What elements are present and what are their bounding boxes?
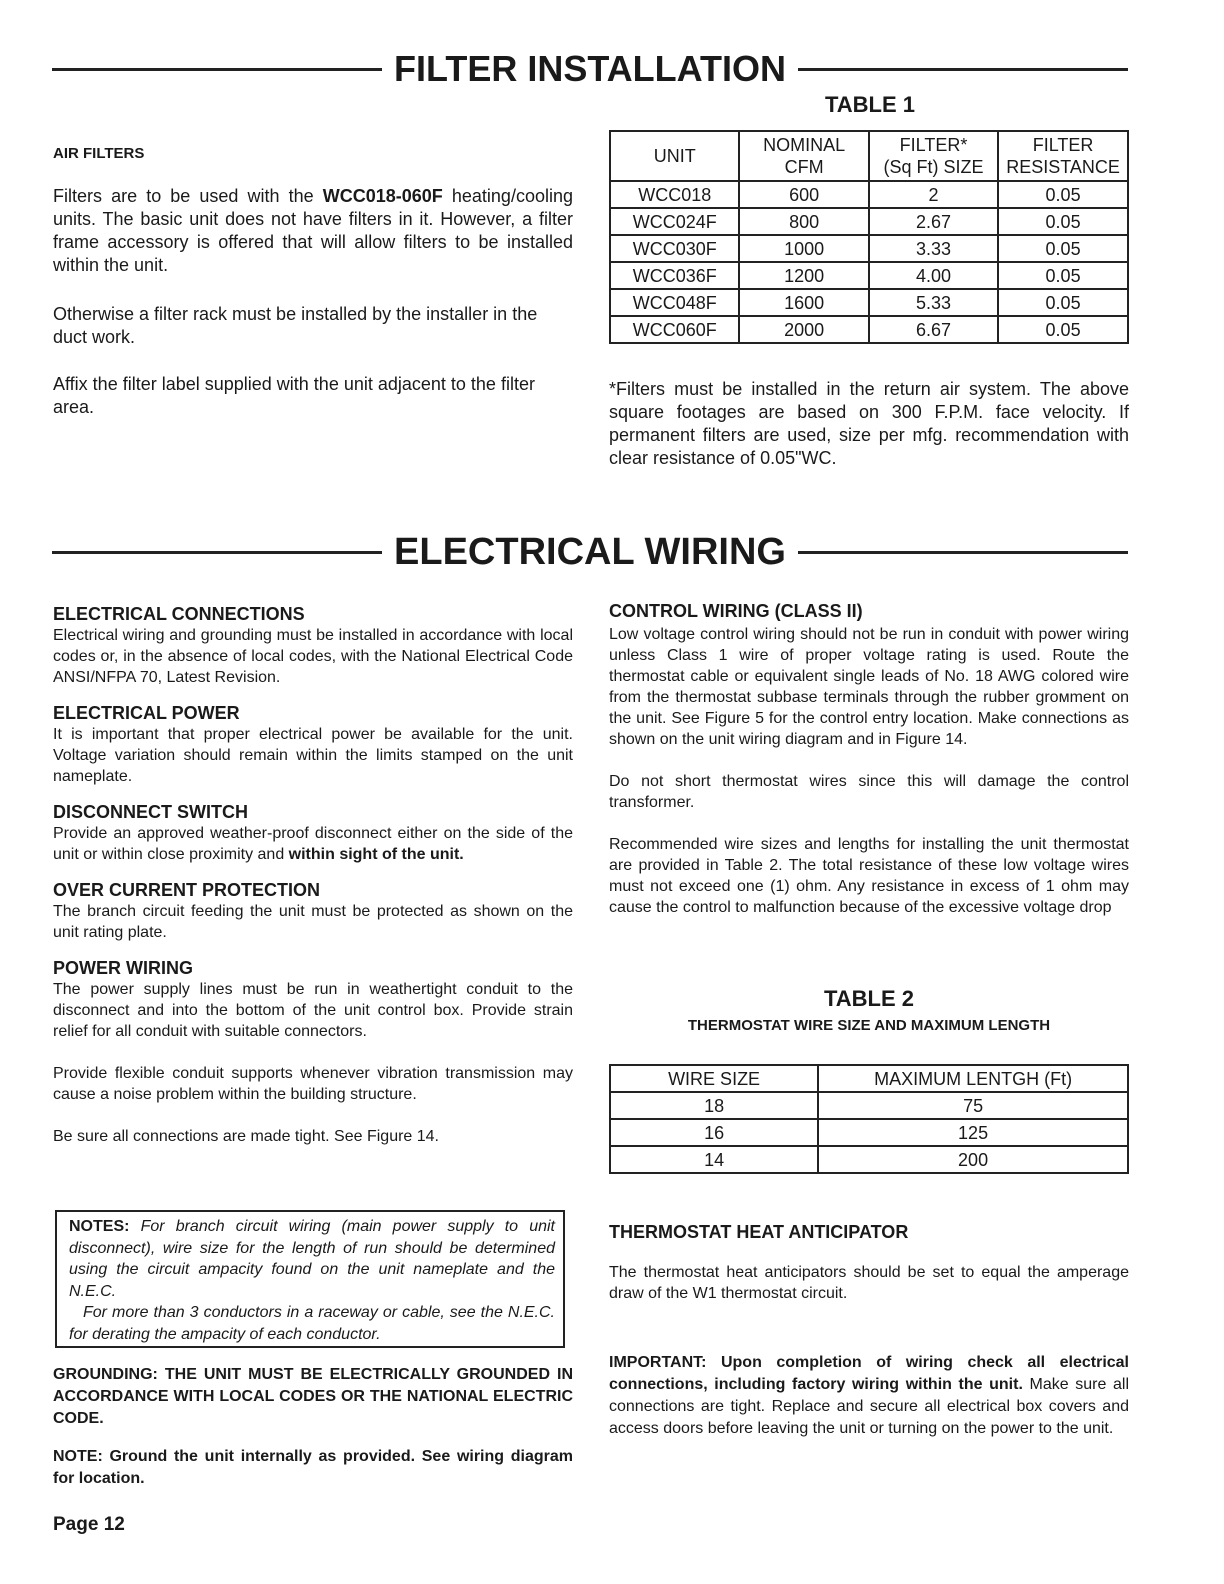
table-cell: 0.05 <box>998 262 1128 289</box>
disconnect-switch-text <box>53 823 573 865</box>
table-cell: 0.05 <box>998 289 1128 316</box>
table1-header-row <box>610 131 1128 181</box>
filter-left-column <box>53 145 573 419</box>
ground-note: NOTE: Ground the unit internally as provided. See wiring diagram for location. <box>53 1448 573 1487</box>
heat-anticipator-text: The thermostat heat anticipators should be set to equal the amperage draw of the W1 thermostat circuit. <box>609 1264 1129 1302</box>
table-cell: WCC060F <box>610 316 739 343</box>
page-number: Page 12 <box>53 1514 125 1535</box>
table-cell: WCC048F <box>610 289 739 316</box>
grounding-text: GROUNDING: THE UNIT MUST BE ELECTRICALLY GROUNDED IN ACCORDANCE WITH LOCAL CODES OR THE NATIONAL ELECTRIC CODE. <box>53 1366 573 1427</box>
table-cell: 18 <box>610 1092 818 1119</box>
table-row <box>610 235 1128 262</box>
table-cell: 2 <box>869 181 998 208</box>
table-header-cell: MAXIMUM LENTGH (Ft) <box>818 1065 1128 1092</box>
header-line: NOMINAL <box>763 135 846 155</box>
notes-box <box>55 1210 565 1348</box>
table-cell: 6.67 <box>869 316 998 343</box>
control-wiring-text-3: Recommended wire sizes and lengths for installing the unit thermostat are provided in Table 2. The total resistance of these low voltage wires must not exceed one (1) ohm. Any resistance in excess of 1 ohm may cause the control to malfunction because of the excessive voltage drop <box>609 836 1129 916</box>
table-cell: 3.33 <box>869 235 998 262</box>
table-row <box>610 208 1128 235</box>
table1-header-cell <box>610 131 739 181</box>
important-bold: IMPORTANT: Upon completion of wiring check all electrical connections, including factory wiring within the unit. <box>609 1354 1129 1393</box>
table-cell: 0.05 <box>998 235 1128 262</box>
notes-text-1: For branch circuit wiring (main power supply to unit disconnect), wire size for the length of run should be determined using the circuit ampacity found on the unit nameplate and the N.E.C. <box>69 1218 555 1300</box>
heat-anticipator-heading: THERMOSTAT HEAT ANTICIPATOR <box>609 1222 909 1242</box>
table-cell: 75 <box>818 1092 1128 1119</box>
filter-footnote: *Filters must be installed in the return air system. The above square footages are based on 300 F.P.M. face velocity. If permanent filters are used, size per mfg. recommendation with clear resistance of 0.05"WC. <box>609 379 1129 468</box>
power-wiring-text-3: Be sure all connections are made tight. See Figure 14. <box>53 1128 439 1145</box>
table1-header-cell <box>739 131 868 181</box>
power-wiring-text-1: The power supply lines must be run in weathertight conduit to the disconnect and into the bottom of the unit control box. Provide strain relief for all conduit with suitable connectors. <box>53 981 573 1040</box>
table-cell: 1600 <box>739 289 868 316</box>
table-cell: 2.67 <box>869 208 998 235</box>
table-row <box>610 316 1128 343</box>
filter-title-text: FILTER INSTALLATION <box>394 48 786 89</box>
table-cell: 800 <box>739 208 868 235</box>
important-rest: Make sure all connections are tight. Replace and secure all electrical box covers and access doors before leaving the unit or turning on the power to the unit. <box>609 1376 1130 1437</box>
table-cell: 125 <box>818 1119 1128 1146</box>
header-line: CFM <box>784 157 824 177</box>
filter-para-1-pre: Filters are to be used with the <box>53 186 323 206</box>
anticipator-block <box>609 1221 1129 1304</box>
table-cell: 5.33 <box>869 289 998 316</box>
electrical-power-text: It is important that proper electrical power be available for the unit. Voltage variation should remain within the limits stamped on the unit nameplate. <box>53 726 573 785</box>
table-cell: 1200 <box>739 262 868 289</box>
grounding-block <box>53 1364 573 1490</box>
table-cell: 600 <box>739 181 868 208</box>
table-cell: 0.05 <box>998 181 1128 208</box>
notes-paragraph-2: For more than 3 conductors in a raceway or cable, see the N.E.C. for derating the ampacity of each conductor. <box>69 1304 555 1343</box>
table-row <box>610 1146 1128 1173</box>
electrical-connections-heading: ELECTRICAL CONNECTIONS <box>53 604 305 624</box>
table1 <box>609 130 1129 344</box>
table2-title: TABLE 2 <box>823 986 915 1011</box>
control-wiring-heading: CONTROL WIRING (CLASS II) <box>609 601 863 621</box>
title-rule-right <box>798 551 1128 554</box>
table-cell: 4.00 <box>869 262 998 289</box>
table-cell: 14 <box>610 1146 818 1173</box>
table-row <box>610 1092 1128 1119</box>
power-wiring-heading: POWER WIRING <box>53 958 193 978</box>
table-cell: 16 <box>610 1119 818 1146</box>
title-rule-right <box>798 68 1128 71</box>
electrical-wiring-title <box>52 528 1128 576</box>
control-wiring-text-2: Do not short thermostat wires since this will damage the control transformer. <box>609 773 1129 811</box>
table2-header-row <box>610 1065 1128 1092</box>
disconnect-switch-heading: DISCONNECT SWITCH <box>53 802 248 822</box>
title-rule-left <box>52 551 382 554</box>
electrical-left-column <box>53 603 573 1147</box>
power-wiring-text-2: Provide flexible conduit supports whenever vibration transmission may cause a noise problem within the building structure. <box>53 1065 573 1103</box>
control-wiring-text-1: Low voltage control wiring should not be run in conduit with power wiring unless Class 1 wire of proper voltage rating is used. Route the thermostat cable or equivalent single leads of No. 18 AWG colored wire from the thermostat subbase terminals through the rubber grомment on the unit. See Figure 5 for the control entry location. Make connections as shown on the unit wiring diagram and in Figure 14. <box>609 626 1129 748</box>
table-row <box>610 289 1128 316</box>
table1-header-cell <box>869 131 998 181</box>
table-cell: 0.05 <box>998 208 1128 235</box>
table2-subtitle: THERMOSTAT WIRE SIZE AND MAXIMUM LENGTH <box>687 1017 1051 1034</box>
header-line: FILTER* <box>899 135 968 155</box>
electrical-power-heading: ELECTRICAL POWER <box>53 703 240 723</box>
filter-para-1 <box>53 185 573 277</box>
notes-paragraph-1 <box>69 1216 555 1302</box>
table-cell: 200 <box>818 1146 1128 1173</box>
notes-label: NOTES: <box>69 1218 130 1235</box>
header-line: UNIT <box>653 146 696 166</box>
filter-para-2: Otherwise a filter rack must be installed by the installer in the duct work. <box>53 304 538 347</box>
header-line: (Sq Ft) SIZE <box>883 157 984 177</box>
table-cell: 2000 <box>739 316 868 343</box>
important-text <box>609 1352 1129 1440</box>
table-row <box>610 181 1128 208</box>
table-cell: 0.05 <box>998 316 1128 343</box>
filter-installation-title <box>52 46 1128 92</box>
over-current-text: The branch circuit feeding the unit must be protected as shown on the unit rating plate. <box>53 903 573 941</box>
table-row <box>610 1119 1128 1146</box>
electrical-right-column <box>609 600 1129 918</box>
header-line: RESISTANCE <box>1006 157 1120 177</box>
table-row <box>610 262 1128 289</box>
disconnect-text-bold: within sight of the unit. <box>288 846 464 863</box>
electrical-connections-text: Electrical wiring and grounding must be installed in accordance with local codes or, in the absence of local codes, with the National Electrical Code ANSI/NFPA 70, Latest Revision. <box>53 627 573 686</box>
table1-header-cell <box>998 131 1128 181</box>
table-header-cell: WIRE SIZE <box>610 1065 818 1092</box>
over-current-heading: OVER CURRENT PROTECTION <box>53 880 321 900</box>
air-filters-heading: AIR FILTERS <box>53 145 145 162</box>
table-cell: WCC030F <box>610 235 739 262</box>
disconnect-text-pre: Provide an approved weather-proof disconnect either on the side of the unit or within close proximity and <box>53 825 573 863</box>
table2 <box>609 1064 1129 1174</box>
title-rule-left <box>52 68 382 71</box>
important-block <box>609 1352 1129 1440</box>
table-cell: 1000 <box>739 235 868 262</box>
filter-para-3: Affix the filter label supplied with the unit adjacent to the filter area. <box>53 374 535 417</box>
table-cell: WCC024F <box>610 208 739 235</box>
table1-title: TABLE 1 <box>824 92 916 117</box>
table-cell: WCC018 <box>610 181 739 208</box>
model-range: WCC018-060F <box>322 186 443 206</box>
electrical-title-text: ELECTRICAL WIRING <box>394 530 786 573</box>
table-cell: WCC036F <box>610 262 739 289</box>
header-line: FILTER <box>1032 135 1094 155</box>
filter-para-1-post: heating/cooling units. The basic unit does not have filters in it. However, a filter frame accessory is offered that will allow filters to be installed within the unit. <box>53 186 573 275</box>
